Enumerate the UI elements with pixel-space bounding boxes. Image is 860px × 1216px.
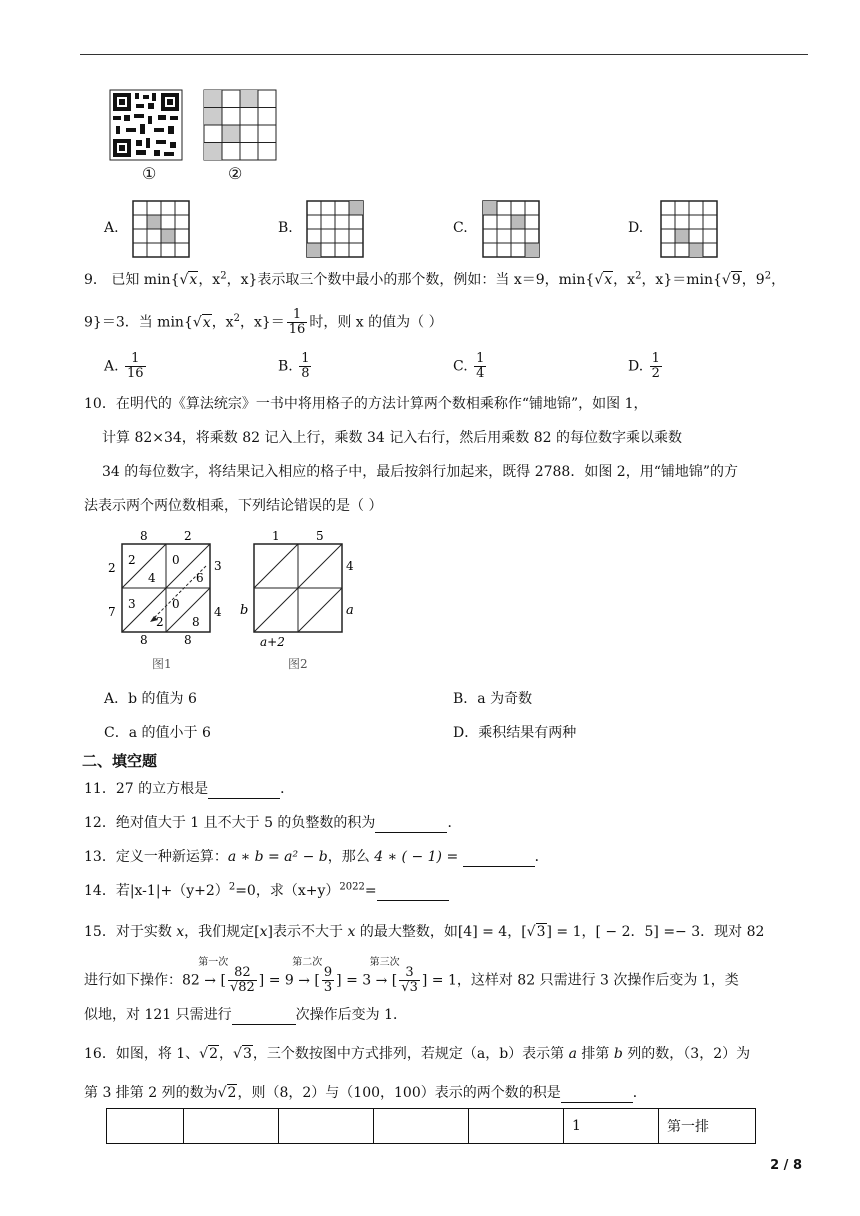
table-cell: 1 <box>564 1109 659 1144</box>
q11: 11．27 的立方根是 ． <box>84 778 294 799</box>
q16-line-1: 16．如图，将 1、√2，√3，三个数按图中方式排列，若规定（a，b）表示第 a 排第 b 列的数，（3，2）为 <box>84 1046 751 1062</box>
fig1-cell-1: 2 <box>128 553 136 567</box>
table-cell <box>107 1109 184 1144</box>
fig1-right-1: 3 <box>214 559 222 573</box>
fig1-bottom-2: 8 <box>184 633 192 647</box>
fig2-bottom: a+2 <box>260 635 285 649</box>
q10-line-4: 法表示两个两位数相乘，下列结论错误的是（ ） <box>84 498 383 514</box>
fig2-caption: 图2 <box>288 657 308 671</box>
q14: 14．若$|x-1|+(y+2)^2=0$，求$(x+y)^{2022}=$ <box>84 880 449 901</box>
q10-line-2: 计算 82×34，将乘数 82 记入上行，乘数 34 记入右行，然后用乘数 82 的每位数字乘以乘数 <box>102 430 682 446</box>
q8-option-a-label[interactable]: A. <box>104 220 119 236</box>
q8-option-c-grid <box>482 200 542 258</box>
frac-1-16: $\frac{1}{16}$ <box>288 307 306 337</box>
q8-option-a-grid <box>132 200 192 258</box>
fig-label-1: ① <box>142 164 157 183</box>
q8-figures <box>108 88 278 184</box>
q8-option-b-grid <box>306 200 366 258</box>
header-rule <box>80 54 808 55</box>
fig1-right-2: 4 <box>214 605 222 619</box>
fig1-cell-5: 3 <box>128 597 136 611</box>
q10-option-a[interactable]: A．b 的值为 6 <box>104 691 197 707</box>
grid-figure-2 <box>204 90 276 160</box>
q9-option-c[interactable]: C. $\frac{1}{4}$ <box>453 351 485 381</box>
q10-option-d[interactable]: D．乘积结果有两种 <box>453 725 577 741</box>
table-cell <box>184 1109 279 1144</box>
q9-line-1: 9． 已知 min{√x，$x^2$，x}表示取三个数中最小的那个数，例如：当 x＝9，min{√x，$x^2$，x}＝min{√9，$9^2$， <box>84 270 786 288</box>
fig1-cell-6: 2 <box>156 615 164 629</box>
q9-option-a[interactable]: A. $\frac{1}{16}$ <box>104 351 144 381</box>
q8-option-b-label[interactable]: B. <box>278 220 293 236</box>
table-cell <box>279 1109 374 1144</box>
q10-option-b[interactable]: B．a 为奇数 <box>453 691 533 707</box>
q15-line-3: 似地，对 121 只需进行 次操作后变为 1． <box>84 1004 407 1025</box>
fig1-cell-2: 4 <box>148 571 156 585</box>
fig1-caption: 图1 <box>152 657 172 671</box>
q8-option-d-label[interactable]: D. <box>628 220 644 236</box>
section-title: 二、填空题 <box>82 752 158 770</box>
fig2-top-1: 1 <box>272 529 280 543</box>
q10-option-c[interactable]: C．a 的值小于 6 <box>104 725 211 741</box>
fig1-cell-3: 0 <box>172 553 180 567</box>
q13: 13．定义一种新运算：a ∗ b = a² − b，那么 4 ∗ ( − 1) = ． <box>84 846 549 867</box>
q9-option-d[interactable]: D. $\frac{1}{2}$ <box>628 351 660 381</box>
fig2-top-2: 5 <box>316 529 324 543</box>
qr-code-image <box>110 90 182 160</box>
q8-option-c-label[interactable]: C. <box>453 220 468 236</box>
q12: 12．绝对值大于 1 且不大于 5 的负整数的积为 ． <box>84 812 461 833</box>
fig2-right-1: 4 <box>346 559 354 573</box>
arrangement-table <box>106 1108 756 1144</box>
q15-line-1: 15．对于实数 x，我们规定[x]表示不大于 x 的最大整数，如[4] = 4，[√3] = 1，[ − 2．5] =− 3．现对 82 <box>84 924 765 940</box>
q14-answer-blank[interactable] <box>377 880 449 901</box>
q15-line-2: 进行如下操作：82 第一次 → [ $\frac{82}{√82}$ ] = 9 第二次 → [ $\frac{9}{3}$ ] = 3 第三次 → [ $\frac{3}{√3}$ ] = 1，这样对 82 只需进行 3 次操作后变为 1，类 <box>84 956 739 995</box>
q10-line-3: 34 的每位数字，将结果记入相应的格子中，最后按斜行加起来，既得 2788．如图 2，用“铺地锦”的方 <box>102 464 739 480</box>
q9-line-2: 9}＝3．当 min{√x，$x^2$，x}＝ $\frac{1}{16}$ 时，则 x 的值为（ ） <box>84 307 443 337</box>
fig2-left: b <box>240 603 249 618</box>
fig1-top-1: 8 <box>140 529 148 543</box>
q13-answer-blank[interactable] <box>463 846 535 867</box>
q15-answer-blank[interactable] <box>232 1004 296 1025</box>
fig1-cell-4: 6 <box>196 571 204 585</box>
fig-label-2: ② <box>228 164 243 183</box>
q11-answer-blank[interactable] <box>208 778 280 799</box>
fig2-grid <box>254 544 342 632</box>
fig1-cell-7: 0 <box>172 597 180 611</box>
fig1-left-1: 2 <box>108 561 116 575</box>
table-cell <box>469 1109 564 1144</box>
fig1-cell-8: 8 <box>192 615 200 629</box>
q16-answer-blank[interactable] <box>561 1082 633 1103</box>
page-number: 2 / 8 <box>770 1158 802 1173</box>
fig1-bottom-1: 8 <box>140 633 148 647</box>
table-cell <box>374 1109 469 1144</box>
q9-option-b[interactable]: B. $\frac{1}{8}$ <box>278 351 310 381</box>
table-cell-row-label: 第一排 <box>659 1109 756 1144</box>
table-row <box>107 1109 756 1144</box>
q12-answer-blank[interactable] <box>375 812 447 833</box>
fig1-top-2: 2 <box>184 529 192 543</box>
fig2-right-2: a <box>346 603 354 618</box>
fig1-left-2: 7 <box>108 605 116 619</box>
q10-figures <box>100 526 370 676</box>
q10-line-1: 10．在明代的《算法统宗》一书中将用格子的方法计算两个数相乘称作“铺地锦”，如图 1， <box>84 396 648 412</box>
q16-line-2: 第 3 排第 2 列的数为√2，则（8，2）与（100，100）表示的两个数的积是 ． <box>84 1082 647 1103</box>
q8-option-d-grid <box>660 200 720 258</box>
